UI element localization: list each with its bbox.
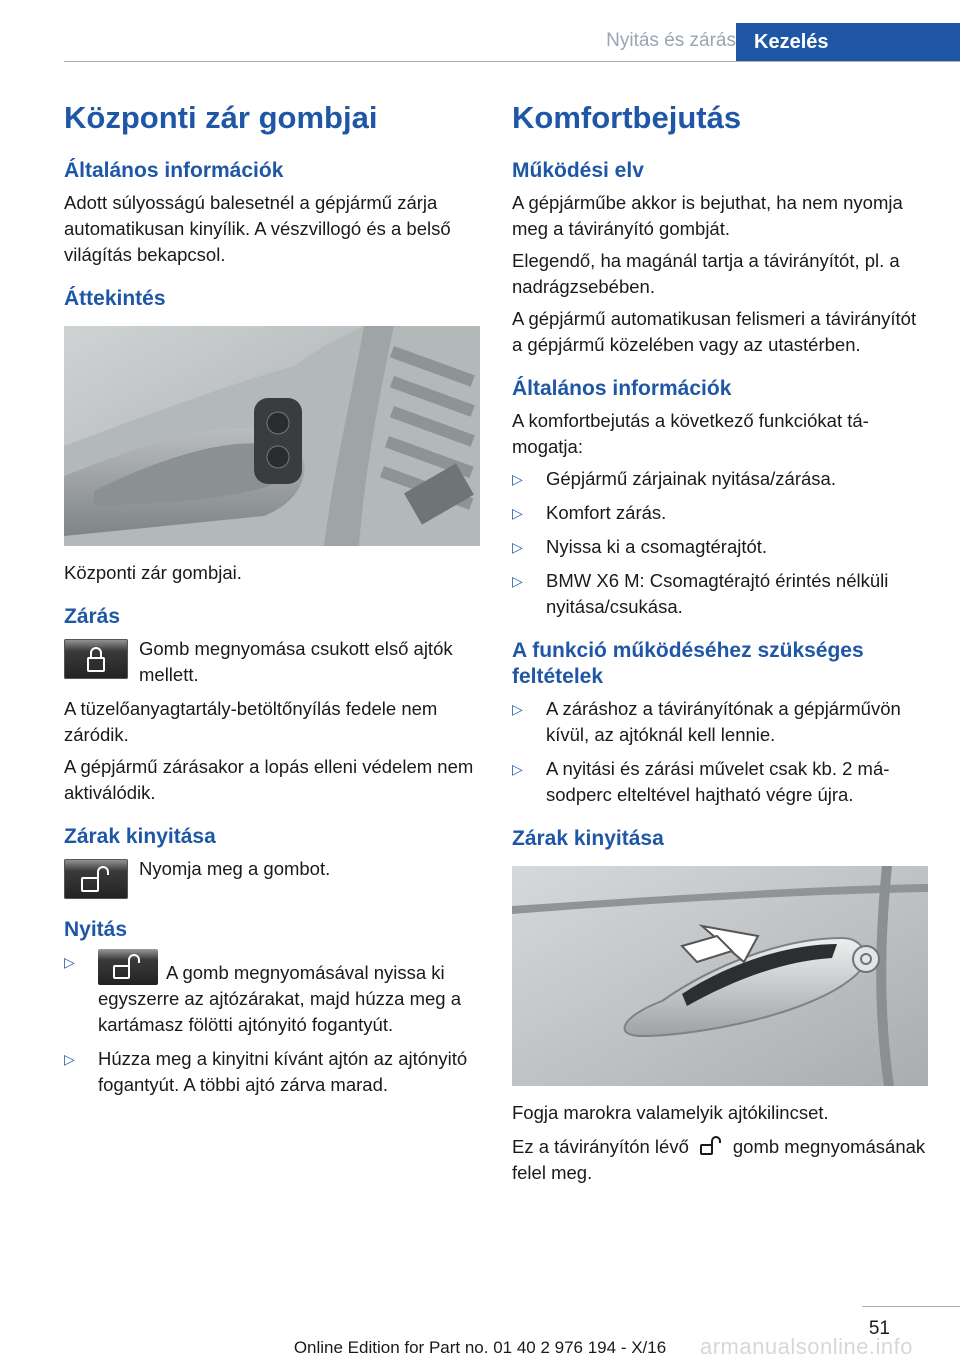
conditions-list: [512, 696, 928, 808]
condition-item-text: A nyitási és zárási művelet csak kb. 2 másodperc elteltével hajtható végre újra.: [546, 758, 890, 805]
bullet-triangle-icon: ▷: [512, 505, 523, 521]
condition-item-text: A záráshoz a távirányítónak a gépjárművön kívül, az ajtóknál kell lennie.: [546, 698, 901, 745]
principle-text-3: A gépjármű automatikusan felismeri a távirányítót a gépjármű közelében vagy az utastérben.: [512, 308, 917, 355]
open-heading: Nyitás: [64, 918, 128, 941]
list-item: [512, 696, 928, 748]
footer-divider: [862, 1306, 960, 1307]
list-item: [512, 466, 928, 492]
remote-equivalent-text: [512, 1134, 928, 1186]
page-number: 51: [868, 1318, 890, 1339]
open-step-2-text: Húzza meg a kinyitni kívánt ajtón az ajtónyitó fogantyút. A többi ajtó zárva marad.: [98, 1048, 468, 1095]
general-info-heading: Általános információk: [512, 377, 732, 400]
function-item-text: Nyissa ki a csomagtérajtót.: [546, 536, 768, 557]
comfort-access-title: Komfortbejutás: [512, 100, 742, 135]
door-handle-photo: [512, 866, 928, 1086]
conditions-heading: A funkció működéséhez szükséges feltételek: [512, 639, 864, 688]
list-item: [512, 534, 928, 560]
remote-text-after: gomb megnyomásának felel meg.: [512, 1136, 926, 1183]
list-item: [512, 756, 928, 808]
principle-text-1: A gépjárműbe akkor is bejuthat, ha nem nyomja meg a távirányító gombját.: [512, 192, 903, 239]
list-item: [64, 1046, 480, 1098]
handle-caption: Fogja marokra valamelyik ajtókilincset.: [512, 1102, 829, 1123]
watermark: armanualsonline.info: [700, 1334, 914, 1359]
anti-theft-note: A gépjármű zárásakor a lopás elleni védelem nem aktiválódik.: [64, 756, 474, 803]
lock-heading: Zárás: [64, 605, 121, 628]
bullet-triangle-icon: ▷: [64, 1051, 75, 1067]
unlock-row: [64, 856, 480, 899]
general-info-text: Adott súlyosságú balesetnél a gépjármű zárja automatikusan kinyílik. A vészvillogó és a belső világítás bekapcsol.: [64, 192, 451, 265]
function-item-text: Komfort zárás.: [546, 502, 667, 523]
lock-button-icon: [64, 639, 128, 679]
function-item-text: BMW X6 M: Csomagtérajtó érintés nélküli nyitása/csukása.: [546, 570, 889, 617]
unlock-button-icon: [64, 859, 128, 899]
photo-caption: Központi zár gombjai.: [64, 562, 242, 583]
right-column: [512, 98, 928, 1192]
bullet-triangle-icon: ▷: [512, 539, 523, 555]
fuel-flap-note: A tüzelőanyagtartály-betöltőnyílás fedele nem záródik.: [64, 698, 438, 745]
bullet-triangle-icon: ▷: [64, 954, 75, 970]
lock-row: [64, 636, 480, 688]
list-item: [512, 568, 928, 620]
overview-heading: Áttekintés: [64, 287, 166, 310]
edition-footer: Online Edition for Part no. 01 40 2 976 194 - X/16: [293, 1338, 667, 1357]
list-item: [512, 500, 928, 526]
general-info-heading: Általános információk: [64, 159, 284, 182]
header-divider: [64, 61, 960, 62]
general-info-text: A komfortbejutás a következő funkciókat támogatja:: [512, 410, 869, 457]
unlock-heading: Zárak kinyitása: [64, 825, 216, 848]
unlock-heading: Zárak kinyitása: [512, 827, 664, 850]
remote-text-before: Ez a távirányítón lévő: [512, 1136, 689, 1157]
function-item-text: Gépjármű zárjainak nyitása/zárása.: [546, 468, 836, 489]
bullet-triangle-icon: ▷: [512, 471, 523, 487]
bullet-triangle-icon: ▷: [512, 761, 523, 777]
functions-list: [512, 466, 928, 620]
open-step-1-text: A gomb megnyomásával nyissa ki egyszerre az ajtózárakat, majd húzza meg a kartámasz fölötti ajtónyitó fogantyút.: [98, 962, 461, 1035]
open-steps-list: [64, 949, 480, 1098]
bullet-triangle-icon: ▷: [512, 573, 523, 589]
bullet-triangle-icon: ▷: [512, 701, 523, 717]
principle-heading: Működési elv: [512, 159, 644, 182]
lock-text: Gomb megnyomása csukott első ajtók mellett.: [139, 638, 453, 685]
header-section-title: Nyitás és zárás: [606, 30, 736, 51]
principle-text-2: Elegendő, ha magánál tartja a távirányítót, pl. a nadrágzsebében.: [512, 250, 900, 297]
header-chapter-tab[interactable]: Kezelés: [736, 23, 960, 61]
unlock-icon: [697, 1136, 725, 1156]
list-item: [64, 949, 480, 1038]
central-lock-buttons-photo: [64, 326, 480, 546]
unlock-button-icon: [98, 949, 158, 985]
left-column: [64, 98, 480, 1106]
unlock-text: Nyomja meg a gombot.: [139, 858, 331, 879]
central-lock-title: Központi zár gombjai: [64, 100, 378, 135]
